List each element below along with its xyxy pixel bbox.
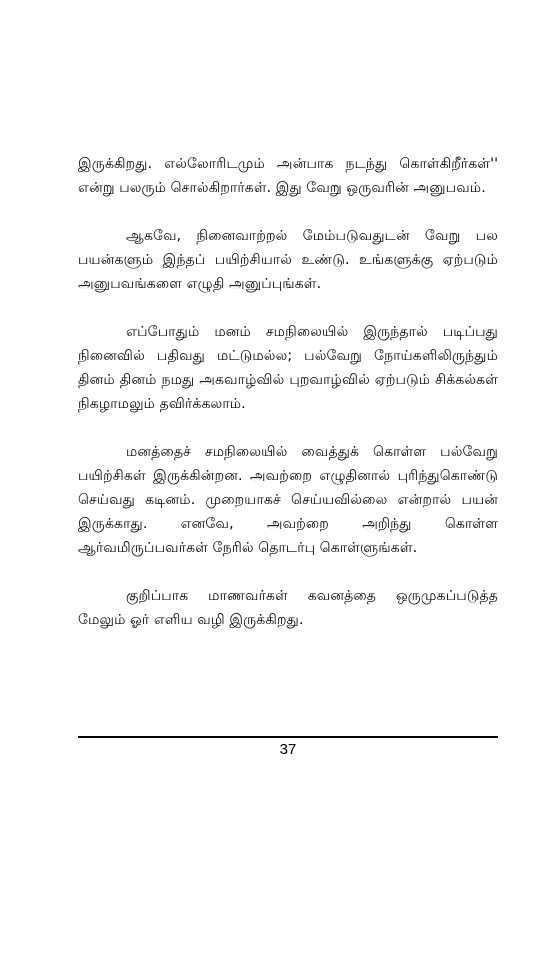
paragraph-continuation: இருக்கிறது. எல்லோரிடமும் அன்பாக நடந்து கொள்கிறீர்கள்'' என்று பலரும் சொல்கிறார்கள். இது வேறு ஒருவரின் அனுபவம். (78, 156, 498, 196)
footer-rule (78, 736, 498, 738)
paragraph: எப்போதும் மனம் சமநிலையில் இருந்தால் படிப்பது நினைவில் பதிவது மட்டுமல்ல; பல்வேறு நோய்களிலிருந்தும் தினம் தினம் நமது அகவாழ்வில் புறவாழ்வில் ஏற்படும் சிக்கல்கள் நிகழாமலும் தவிர்க்கலாம். (78, 324, 498, 412)
page-number: 37 (279, 741, 297, 758)
body-text (78, 152, 498, 656)
paragraph: ஆகவே, நினைவாற்றல் மேம்படுவதுடன் வேறு பல பயன்களும் இந்தப் பயிற்சியால் உண்டு. உங்களுக்கு ஏற்படும் அனுபவங்களை எழுதி அனுப்புங்கள். (78, 228, 498, 292)
paragraph: மனத்தைச் சமநிலையில் வைத்துக் கொள்ள பல்வேறு பயிற்சிகள் இருக்கின்றன. அவற்றை எழுதினால் புரிந்துகொண்டு செய்வது கடினம். முறையாகச் செய்யவில்லை என்றால் பயன் இருக்காது. எனவே, அவற்றை அறிந்து கொள்ள ஆர்வமிருப்பவர்கள் நேரில் தொடர்பு கொள்ளுங்கள். (78, 444, 498, 556)
paragraph: குறிப்பாக மாணவர்கள் கவனத்தை ஒருமுகப்படுத்த மேலும் ஓர் எளிய வழி இருக்கிறது. (78, 588, 498, 628)
